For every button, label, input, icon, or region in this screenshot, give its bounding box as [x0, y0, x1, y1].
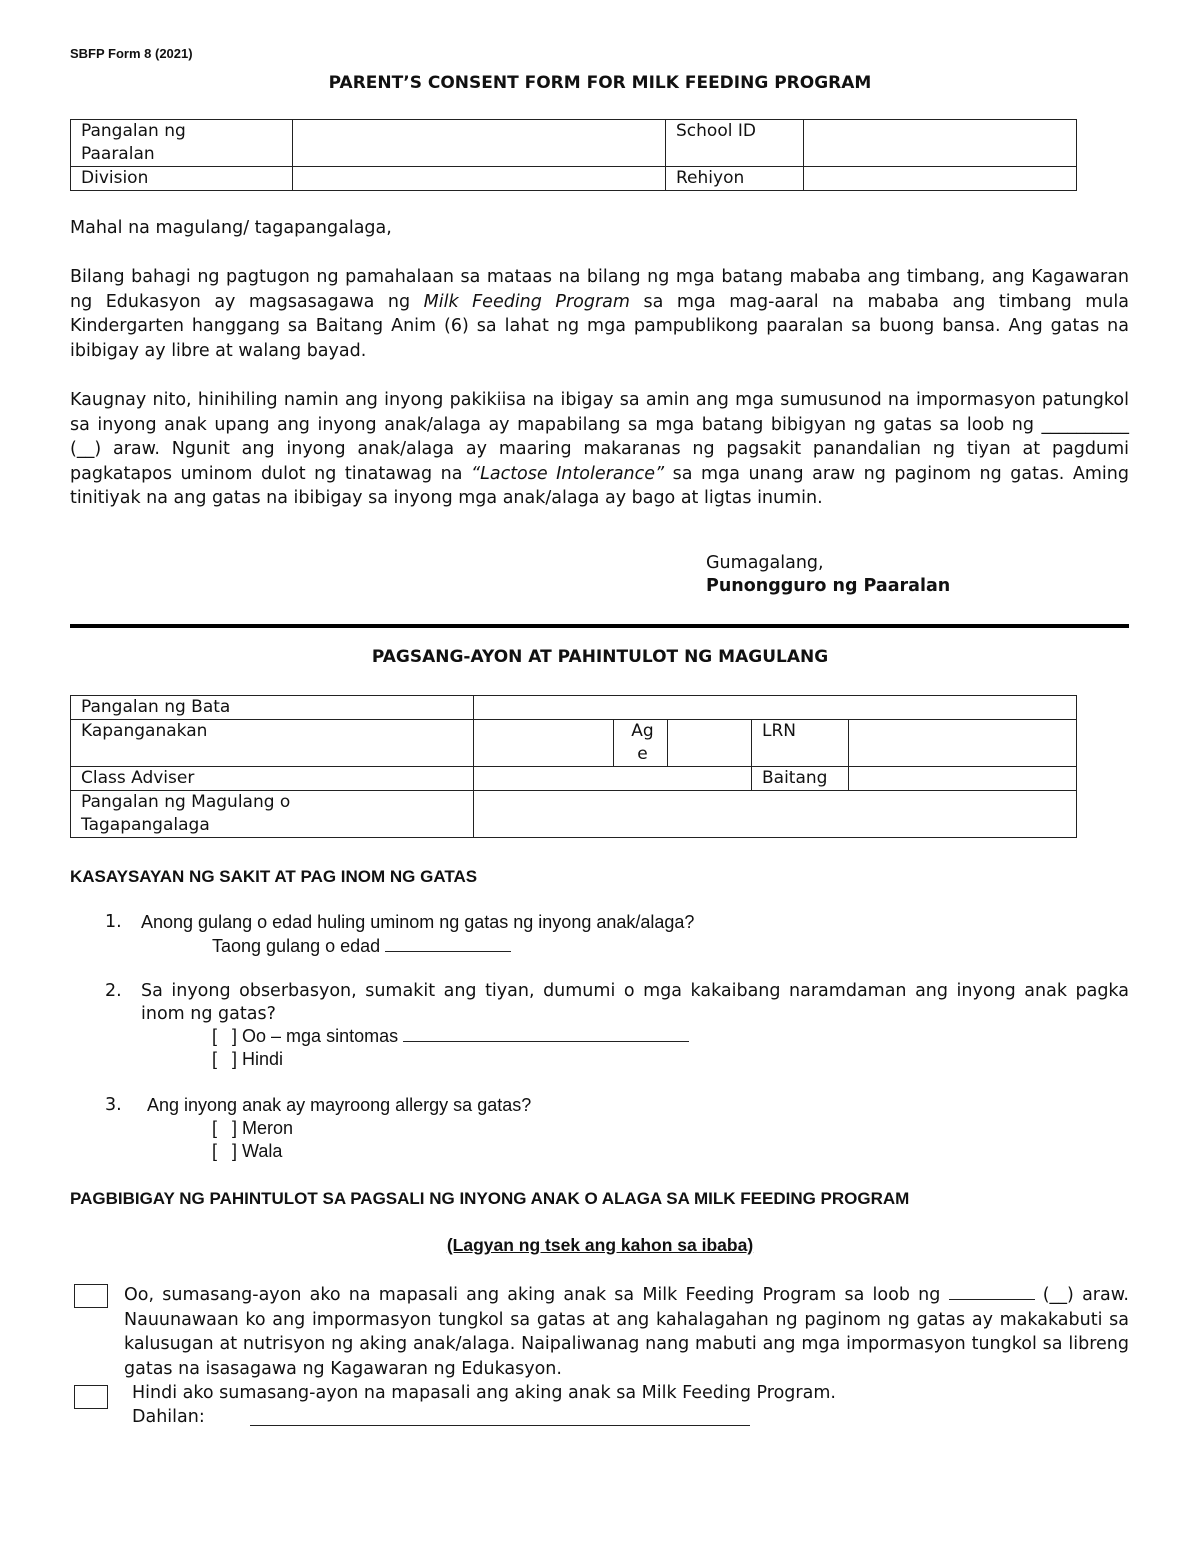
disagree-statement: Hindi ako sumasang-ayon na mapasali ang aking anak sa Milk Feeding Program. [132, 1383, 836, 1403]
age-last-drank-field[interactable] [385, 935, 511, 952]
region-field[interactable] [804, 167, 1077, 191]
q2-no-checkbox[interactable]: [ ] [212, 1049, 238, 1069]
birthdate-label: Kapanganakan [71, 720, 474, 767]
section-divider [70, 624, 1129, 628]
q2-option-no[interactable] [212, 1048, 283, 1071]
q2-yes-label: Oo – mga sintomas [242, 1026, 399, 1046]
school-info-table [70, 119, 1077, 191]
program-name-italic: Milk Feeding Program [423, 291, 630, 312]
reason-field[interactable] [250, 1425, 750, 1426]
school-name-field[interactable] [293, 120, 666, 167]
grade-field[interactable] [849, 767, 1077, 791]
salutation: Mahal na magulang/ tagapangalaga, [70, 218, 392, 238]
child-name-field[interactable] [474, 696, 1077, 720]
symptoms-field[interactable] [403, 1025, 689, 1042]
q3-option-yes[interactable] [212, 1117, 293, 1140]
grade-label: Baitang [752, 767, 849, 791]
agree-statement [124, 1283, 1129, 1381]
question-1-number: 1. [105, 912, 122, 932]
agree-days-field[interactable] [949, 1283, 1035, 1300]
history-title: KASAYSAYAN NG SAKIT AT PAG INOM NG GATAS [70, 867, 478, 886]
para2-text-c: sa mga unang araw ng paginom ng gatas. Aming tinitiyak na ang gatas na ibibigay sa inyong mga anak/alaga ay bago at ligtas inumin. [70, 463, 1129, 508]
signatory: Punongguro ng Paaralan [706, 576, 951, 596]
question-2-text: Sa inyong obserbasyon, sumakit ang tiyan, dumumi o mga kakaibang naramdaman ang inyong anak pagka inom ng gatas? [141, 981, 1129, 1024]
birthdate-field[interactable] [474, 720, 614, 767]
adviser-label: Class Adviser [71, 767, 474, 791]
age-label: Ag e [614, 720, 668, 767]
q3-yes-checkbox[interactable]: [ ] [212, 1118, 238, 1138]
school-id-field[interactable] [804, 120, 1077, 167]
question-2-number: 2. [105, 981, 122, 1001]
agree-text-a: Oo, sumasang-ayon ako na mapasali ang aking anak sa Milk Feeding Program sa loob ng [124, 1285, 949, 1305]
agree-checkbox[interactable] [74, 1284, 108, 1308]
permission-instruction: (Lagyan ng tsek ang kahon sa ibaba) [446, 1235, 754, 1255]
consent-title: PAGSANG-AYON AT PAHINTULOT NG MAGULANG [371, 647, 829, 667]
school-id-label: School ID [666, 120, 804, 167]
permission-title: PAGBIBIGAY NG PAHINTULOT SA PAGSALI NG INYONG ANAK O ALAGA SA MILK FEEDING PROGRAM [70, 1189, 910, 1208]
q2-yes-checkbox[interactable]: [ ] [212, 1026, 238, 1046]
child-info-table [70, 695, 1077, 838]
lrn-label: LRN [752, 720, 849, 767]
reason-label: Dahilan: [132, 1407, 205, 1427]
parent-name-field[interactable] [474, 791, 1077, 838]
form-code: SBFP Form 8 (2021) [70, 46, 193, 61]
school-name-label: Pangalan ng Paaralan [71, 120, 293, 167]
letter-paragraph-2 [70, 388, 1129, 511]
para2-text-b: (__) araw. Ngunit ang inyong anak/alaga ay maaring makaranas ng pagsakit panandalian ng tiyan at pagdumi pagkatapos uminom dulot ng tinatawag na [70, 439, 1129, 484]
division-field[interactable] [293, 167, 666, 191]
para1-text-b: sa mga mag-aaral na mababa ang timbang mula Kindergarten hanggang sa Baitang Anim (6) sa lahat ng mga pampublikong paaralan sa buong bansa. Ang gatas na ibibigay ay libre at walang bayad. [70, 291, 1129, 361]
disagree-checkbox[interactable] [74, 1385, 108, 1409]
question-3-number: 3. [105, 1095, 122, 1115]
q3-yes-label: Meron [242, 1118, 294, 1138]
adviser-field[interactable] [474, 767, 752, 791]
q3-option-no[interactable] [212, 1140, 282, 1163]
region-label: Rehiyon [666, 167, 804, 191]
q3-no-label: Wala [242, 1141, 283, 1161]
closing: Gumagalang, [706, 553, 824, 573]
para1-text-a: Bilang bahagi ng pagtugon ng pamahalaan sa mataas na bilang ng mga batang mababa ang timbang, ang Kagawaran ng Edukasyon ay magsasagawa ng [70, 267, 1129, 312]
question-1-text: Anong gulang o edad huling uminom ng gatas ng inyong anak/alaga? [141, 912, 695, 932]
parent-name-label: Pangalan ng Magulang o Tagapangalaga [71, 791, 474, 838]
child-name-label: Pangalan ng Bata [71, 696, 474, 720]
para2-text-a: Kaugnay nito, hinihiling namin ang inyong pakikiisa na ibigay sa amin ang mga sumusunod na impormasyon patungkol sa inyong anak upang ang inyong anak/alaga ay mapabilang sa mga batang bibigyan ng gatas sa loob ng [70, 390, 1129, 435]
days-blank[interactable]: __________ [1041, 414, 1129, 435]
division-label: Division [71, 167, 293, 191]
q3-no-checkbox[interactable]: [ ] [212, 1141, 238, 1161]
agree-text-b: (__) araw. Nauunawaan ko ang impormasyon tungkol sa gatas at ang kahalagahan ng paginom ng gatas ay makakabuti sa kalusugan at nutrisyon ng aking anak/alaga. Naipaliwanag nang mabuti ang mga impormasyon tungkol sa libreng gatas na isasagawa ng Kagawaran ng Edukasyon. [124, 1285, 1129, 1379]
q2-option-yes[interactable] [212, 1025, 689, 1048]
question-1-sub-label: Taong gulang o edad [212, 936, 381, 956]
page-title: PARENT’S CONSENT FORM FOR MILK FEEDING PROGRAM [328, 73, 872, 93]
letter-paragraph-1 [70, 265, 1129, 363]
lrn-field[interactable] [849, 720, 1077, 767]
age-field[interactable] [668, 720, 752, 767]
question-3-text: Ang inyong anak ay mayroong allergy sa gatas? [147, 1095, 532, 1115]
q2-no-label: Hindi [242, 1049, 284, 1069]
lactose-intolerance-italic: “Lactose Intolerance” [471, 463, 665, 484]
